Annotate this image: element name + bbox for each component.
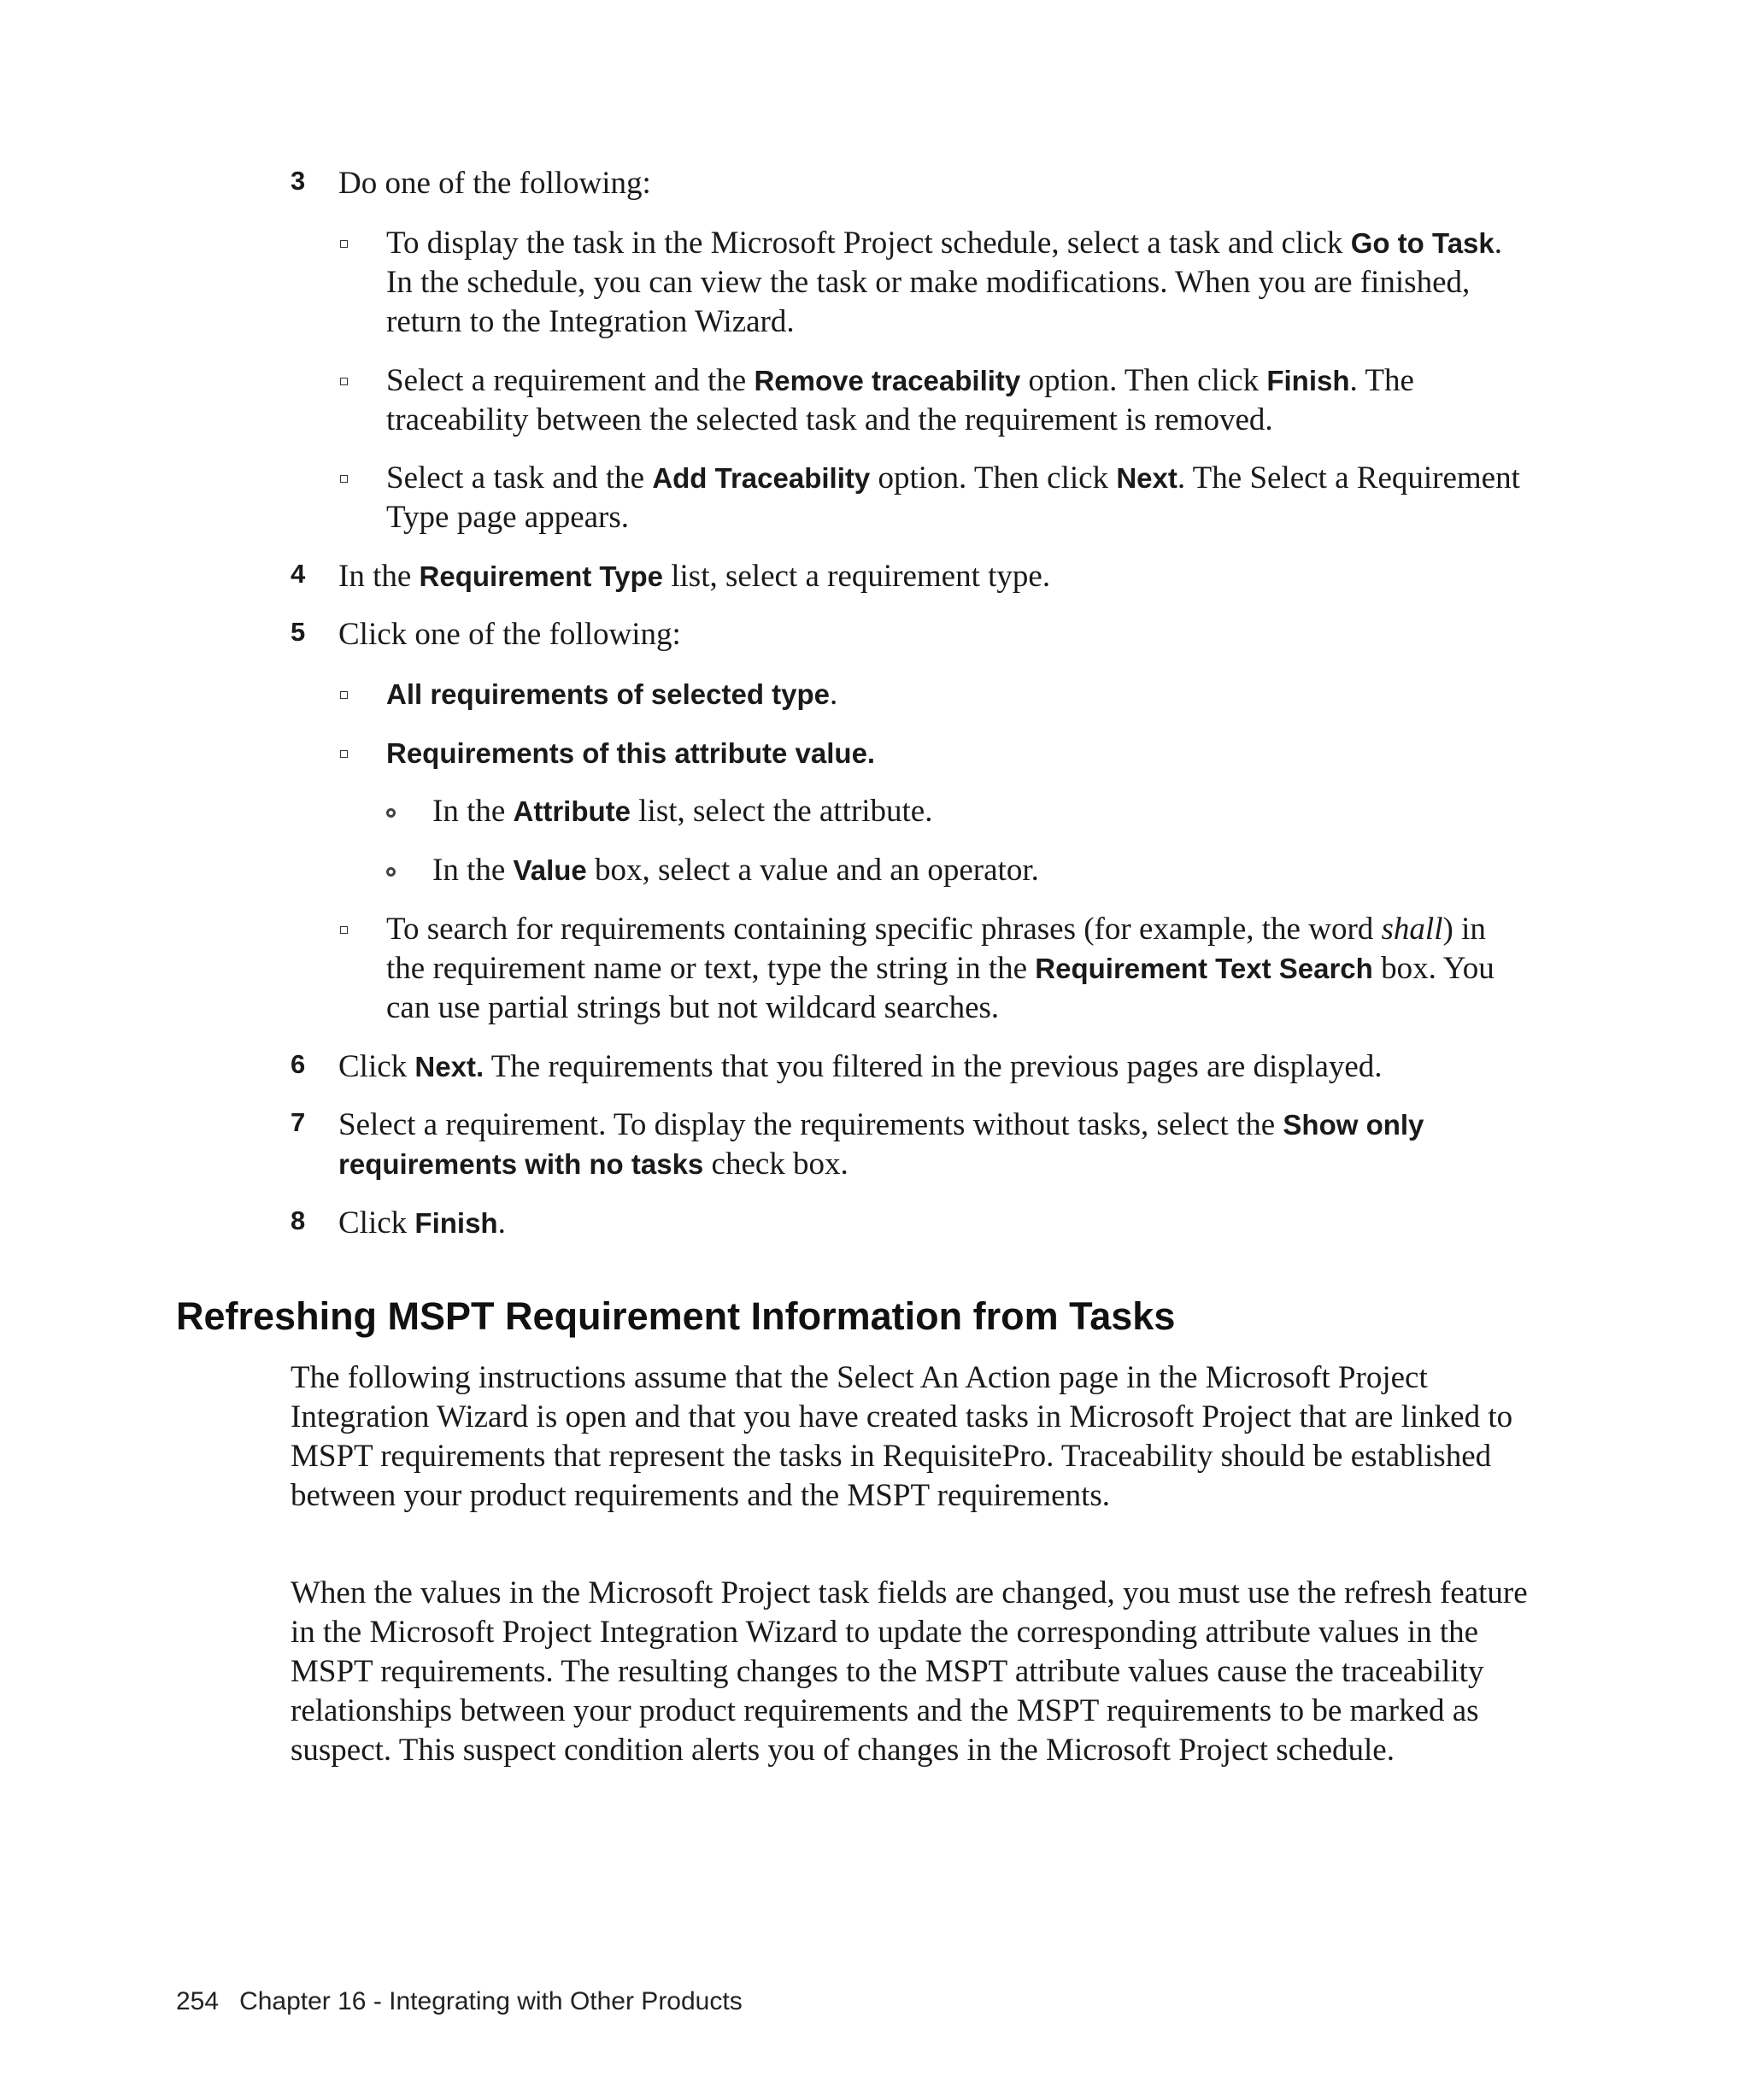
chapter-title: Chapter 16 - Integrating with Other Products (239, 1987, 743, 2015)
section-heading: Refreshing MSPT Requirement Information from Tasks (176, 1294, 1176, 1338)
square-bullet-icon (340, 378, 348, 385)
square-bullet-icon (340, 240, 348, 248)
step-number: 5 (291, 617, 306, 647)
step-text: Click one of the following: (338, 617, 681, 652)
square-bullet-icon (340, 750, 348, 758)
step-number: 8 (291, 1205, 306, 1235)
bullet-text: To search for requirements containing specific phrases (for example, the word shall) in the requirement name or text, type the string in the Requirement Text Search box. You can use partial strings but not wildcard searches. (386, 912, 1495, 1025)
square-bullet-icon (340, 691, 348, 699)
step-number: 6 (291, 1049, 306, 1079)
step-number: 3 (291, 166, 306, 196)
step-text: Click Finish. (338, 1205, 506, 1241)
step-number: 7 (291, 1107, 306, 1137)
bullet-text: To display the task in the Microsoft Project schedule, select a task and click Go to Task. In the schedule, you can view the task or make modifications. When you are finished, return to the Integration Wizard. (386, 226, 1503, 339)
square-bullet-icon (340, 926, 348, 934)
sub-bullet-text: In the Value box, select a value and an operator. (432, 853, 1039, 888)
paragraph-intro: The following instructions assume that the Select An Action page in the Microsoft Project Integration Wizard is open and that you have created tasks in Microsoft Project that are linked to MSPT requirements that represent the tasks in RequisitePro. Traceability should be established between your product requirements and the MSPT requirements. (291, 1360, 1513, 1513)
circle-bullet-icon (386, 808, 396, 818)
step-text: In the Requirement Type list, select a requirement type. (338, 559, 1051, 594)
bullet-text: Select a task and the Add Traceability option. Then click Next. The Select a Requirement Type page appears. (386, 460, 1520, 535)
sub-bullet-text: In the Attribute list, select the attribute. (432, 794, 933, 829)
page-number: 254 (176, 1987, 220, 2015)
square-bullet-icon (340, 475, 348, 483)
step-text: Click Next. The requirements that you filtered in the previous pages are displayed. (338, 1049, 1383, 1084)
bullet-text: All requirements of selected type. (386, 677, 838, 712)
bullet-text: Requirements of this attribute value. (386, 737, 876, 769)
step-text: Select a requirement. To display the requirements without tasks, select the Show only requirements with no tasks check box. (338, 1107, 1424, 1182)
step-text: Do one of the following: (338, 166, 651, 201)
bullet-text: Select a requirement and the Remove traceability option. Then click Finish. The traceability between the selected task and the requirement is removed. (386, 363, 1414, 437)
page-footer (176, 1987, 743, 2016)
circle-bullet-icon (386, 867, 396, 877)
step-number: 4 (291, 559, 306, 589)
paragraph-refresh: When the values in the Microsoft Project task fields are changed, you must use the refresh feature in the Microsoft Project Integration Wizard to update the corresponding attribute values in the MSPT requirements. The resulting changes to the MSPT attribute values cause the traceability relationships between your product requirements and the MSPT requirements to be marked as suspect. This suspect condition alerts you of changes in the Microsoft Project schedule. (291, 1575, 1528, 1768)
